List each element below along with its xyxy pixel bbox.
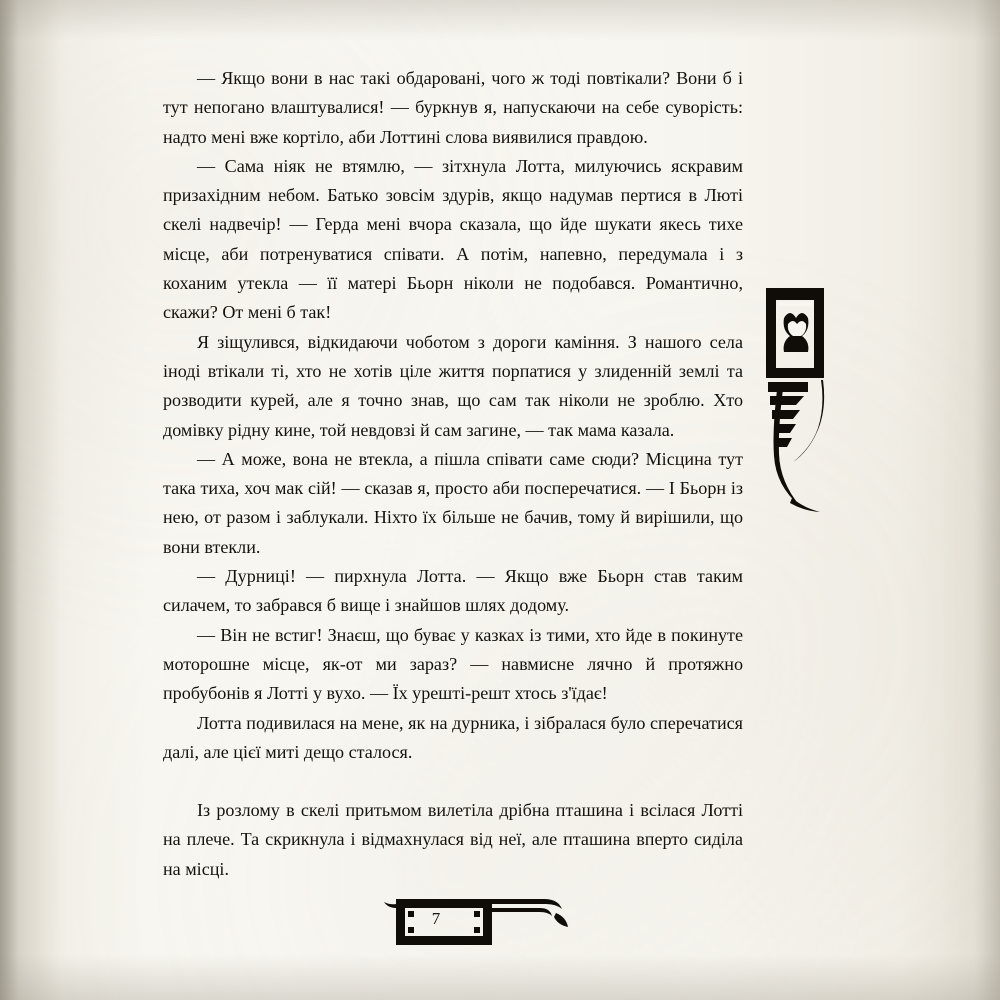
folio-ornament [380,895,570,957]
page-gutter-shadow [0,0,150,1000]
page-number: 7 [431,909,441,928]
paragraph: — Дурниці! — пирхнула Лотта. — Якщо вже Бьорн став таким силачем, то забрався б вище і знайшов шлях додому. [163,566,743,616]
paragraph: — А може, вона не втекла, а пішла співати саме сюди? Місцина тут така тиха, хоч мак сій! — сказав я, просто аби посперечатися. — І Бьорн із нею, от разом і заблукали. Ніхто їх більше не бачив, тому й вирішили, що вони втекли. [163,448,743,557]
paragraph: Із розлому в скелі притьмом вилетіла дрібна пташина і всілася Лотті на плече. Та скрикнула і відмахнулася від неї, але пташина вперто сиділа на місці. [163,800,743,879]
vine-ornament [762,286,834,518]
body-text [163,64,743,884]
page-bottom-edge-shadow [0,954,1000,1000]
paragraph: Я зіщулився, відкидаючи чоботом з дороги каміння. З нашого села іноді втікали ті, хто не хотів ціле життя порпатися у злиденній землі та розводити курей, але я точно знав, що сам так ніколи не зроблю. Хто домівку рідну кине, той невдовзі й сам загине, — так мама казала. [163,331,743,440]
page-top-edge-shadow [0,0,1000,40]
paragraph: — Сама ніяк не втямлю, — зітхнула Лотта, милуючись яскравим призахідним небом. Батько зовсім здурів, якщо надумав пертися в Люті скелі надвечір! — Герда мені вчора сказала, що йде шукати якесь тихе місце, аби потренуватися співати. А потім, напевно, передумала і з коханим утекла — її матері Бьорн ніколи не подобався. Романтично, скажи? От мені б так! [163,155,743,323]
paragraph: — Він не встиг! Знаєш, що буває у казках із тими, хто йде в покинуте моторошне місце, як-от ми зараз? — навмисне лячно й протяжно пробубонів я Лотті у вухо. — Їх урешті-решт хтось з'їдає! [163,624,743,704]
paragraph: — Якщо вони в нас такі обдаровані, чого ж тоді повтікали? Вони б і тут непогано влаштувалися! — буркнув я, напускаючи на себе суворість: надто мені вже кортіло, аби Лоттині слова виявилися правдою. [163,68,743,147]
paragraph: Лотта подивилася на мене, як на дурника, і зібралася було сперечатися далі, але цієї миті дещо сталося. [163,712,743,762]
page-right-edge-shadow [940,0,1000,1000]
